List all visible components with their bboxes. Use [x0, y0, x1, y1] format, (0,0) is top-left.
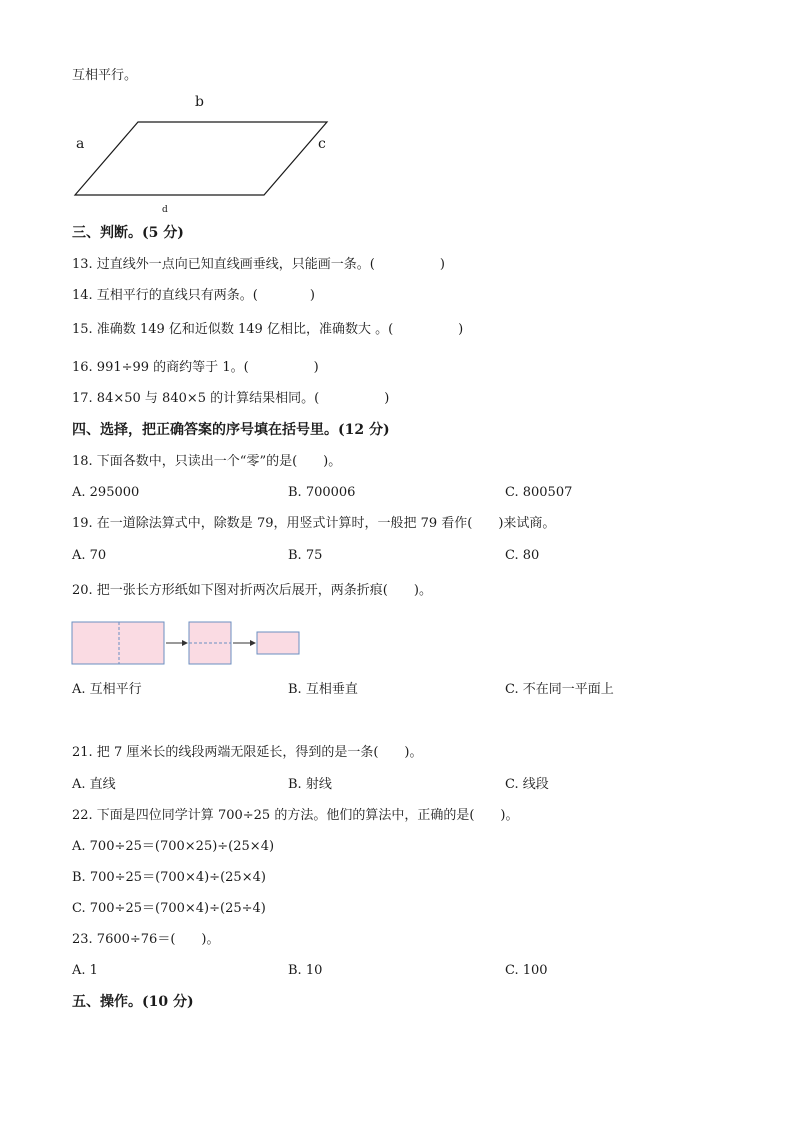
- q19-option-a: A. 70: [72, 548, 107, 563]
- q23-option-c: C. 100: [505, 963, 548, 978]
- section-3-title: 三、判断。(5 分): [72, 225, 184, 241]
- question-17: 17. 84×50 与 840×5 的计算结果相同。( ): [72, 391, 390, 406]
- q19-option-c: C. 80: [505, 548, 540, 563]
- section-5-title: 五、操作。(10 分): [72, 994, 194, 1010]
- q20-option-b: B. 互相垂直: [288, 682, 358, 697]
- q21-option-a: A. 直线: [72, 777, 116, 792]
- q22-option-b: B. 700÷25＝(700×4)÷(25×4): [72, 870, 266, 885]
- q23-option-a: A. 1: [72, 963, 98, 978]
- q21-option-b: B. 射线: [288, 777, 332, 792]
- q18-option-c: C. 800507: [505, 485, 573, 500]
- q18-option-b: B. 700006: [288, 485, 356, 500]
- side-label-c: c: [318, 136, 326, 152]
- paper-folding-illustration: [0, 610, 794, 690]
- question-18: 18. 下面各数中，只读出一个“零”的是( )。: [72, 454, 342, 469]
- question-21: 21. 把 7 厘米长的线段两端无限延长，得到的是一条( )。: [72, 745, 423, 760]
- q19-option-b: B. 75: [288, 548, 323, 563]
- question-15: 15. 准确数 149 亿和近似数 149 亿相比，准确数大 。( ): [72, 322, 464, 337]
- question-20: 20. 把一张长方形纸如下图对折两次后展开，两条折痕( )。: [72, 583, 432, 598]
- question-13: 13. 过直线外一点向已知直线画垂线，只能画一条。( ): [72, 257, 445, 272]
- question-19: 19. 在一道除法算式中，除数是 79，用竖式计算时，一般把 79 看作( )来试商。: [72, 516, 556, 531]
- question-14: 14. 互相平行的直线只有两条。( ): [72, 288, 315, 303]
- side-label-d: d: [162, 205, 168, 215]
- q22-option-a: A. 700÷25＝(700×25)÷(25×4): [72, 839, 275, 854]
- question-22: 22. 下面是四位同学计算 700÷25 的方法。他们的算法中，正确的是( )。: [72, 808, 519, 823]
- q22-option-c: C. 700÷25＝(700×4)÷(25÷4): [72, 901, 266, 916]
- parallelogram-shape: [0, 0, 794, 240]
- q21-option-c: C. 线段: [505, 777, 549, 792]
- side-label-b: b: [195, 94, 204, 110]
- q20-option-a: A. 互相平行: [72, 682, 142, 697]
- side-label-a: a: [76, 136, 85, 152]
- q23-option-b: B. 10: [288, 963, 323, 978]
- question-16: 16. 991÷99 的商约等于 1。( ): [72, 360, 319, 375]
- q20-option-c: C. 不在同一平面上: [505, 682, 614, 697]
- q18-option-a: A. 295000: [72, 485, 140, 500]
- intro-text: 互相平行。: [72, 68, 138, 83]
- section-4-title: 四、选择，把正确答案的序号填在括号里。(12 分): [72, 422, 390, 438]
- question-23: 23. 7600÷76＝( )。: [72, 932, 220, 947]
